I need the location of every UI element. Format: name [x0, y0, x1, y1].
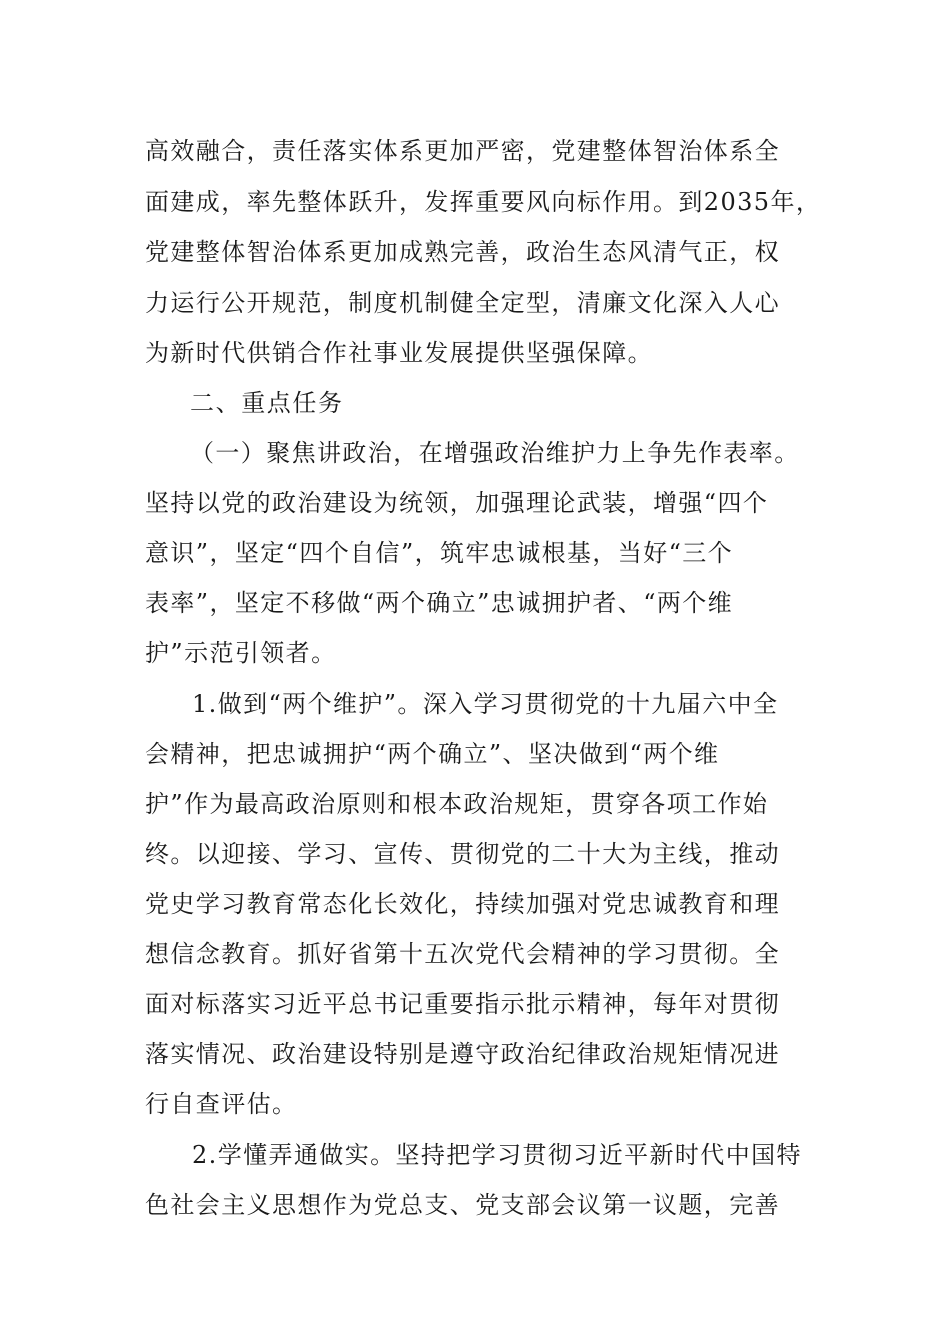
section-heading: 二、重点任务 [190, 389, 344, 417]
body-line-4: 力运行公开规范，制度机制健全定型，清廉文化深入人心 [145, 289, 780, 317]
body-line-15: 终。以迎接、学习、宣传、贯彻党的二十大为主线，推动 [145, 840, 780, 868]
body-line-3: 党建整体智治体系更加成熟完善，政治生态风清气正，权 [145, 238, 780, 266]
item-1-heading: 1.做到“两个维护”。深入学习贯彻党的十九届六中全 [192, 690, 779, 718]
body-line-22: 色社会主义思想作为党总支、党支部会议第一议题，完善 [145, 1191, 780, 1219]
body-line-1: 高效融合，责任落实体系更加严密，党建整体智治体系全 [145, 137, 780, 165]
body-line-9: 意识”，坚定“四个自信”，筑牢忠诚根基，当好“三个 [145, 539, 734, 567]
body-line-10: 表率”，坚定不移做“两个确立”忠诚拥护者、“两个维 [145, 589, 734, 617]
body-line-8: 坚持以党的政治建设为统领，加强理论武装，增强“四个 [145, 489, 769, 517]
body-line-2: 面建成，率先整体跃升，发挥重要风向标作用。到2035年， [145, 188, 822, 216]
body-line-14: 护”作为最高政治原则和根本政治规矩，贯穿各项工作始 [145, 790, 769, 818]
body-line-19: 落实情况、政治建设特别是遵守政治纪律政治规矩情况进 [145, 1040, 780, 1068]
body-line-11: 护”示范引领者。 [145, 639, 337, 667]
body-line-20: 行自查评估。 [145, 1090, 298, 1118]
body-line-5: 为新时代供销合作社事业发展提供坚强保障。 [145, 339, 653, 367]
body-line-13: 会精神，把忠诚拥护“两个确立”、坚决做到“两个维 [145, 740, 720, 768]
body-line-16: 党史学习教育常态化长效化，持续加强对党忠诚教育和理 [145, 890, 780, 918]
body-line-18: 面对标落实习近平总书记重要指示批示精神，每年对贯彻 [145, 990, 780, 1018]
body-line-17: 想信念教育。抓好省第十五次党代会精神的学习贯彻。全 [145, 940, 780, 968]
item-2-heading: 2.学懂弄通做实。坚持把学习贯彻习近平新时代中国特 [192, 1141, 802, 1169]
subsection-heading: （一）聚焦讲政治，在增强政治维护力上争先作表率。 [190, 439, 800, 467]
